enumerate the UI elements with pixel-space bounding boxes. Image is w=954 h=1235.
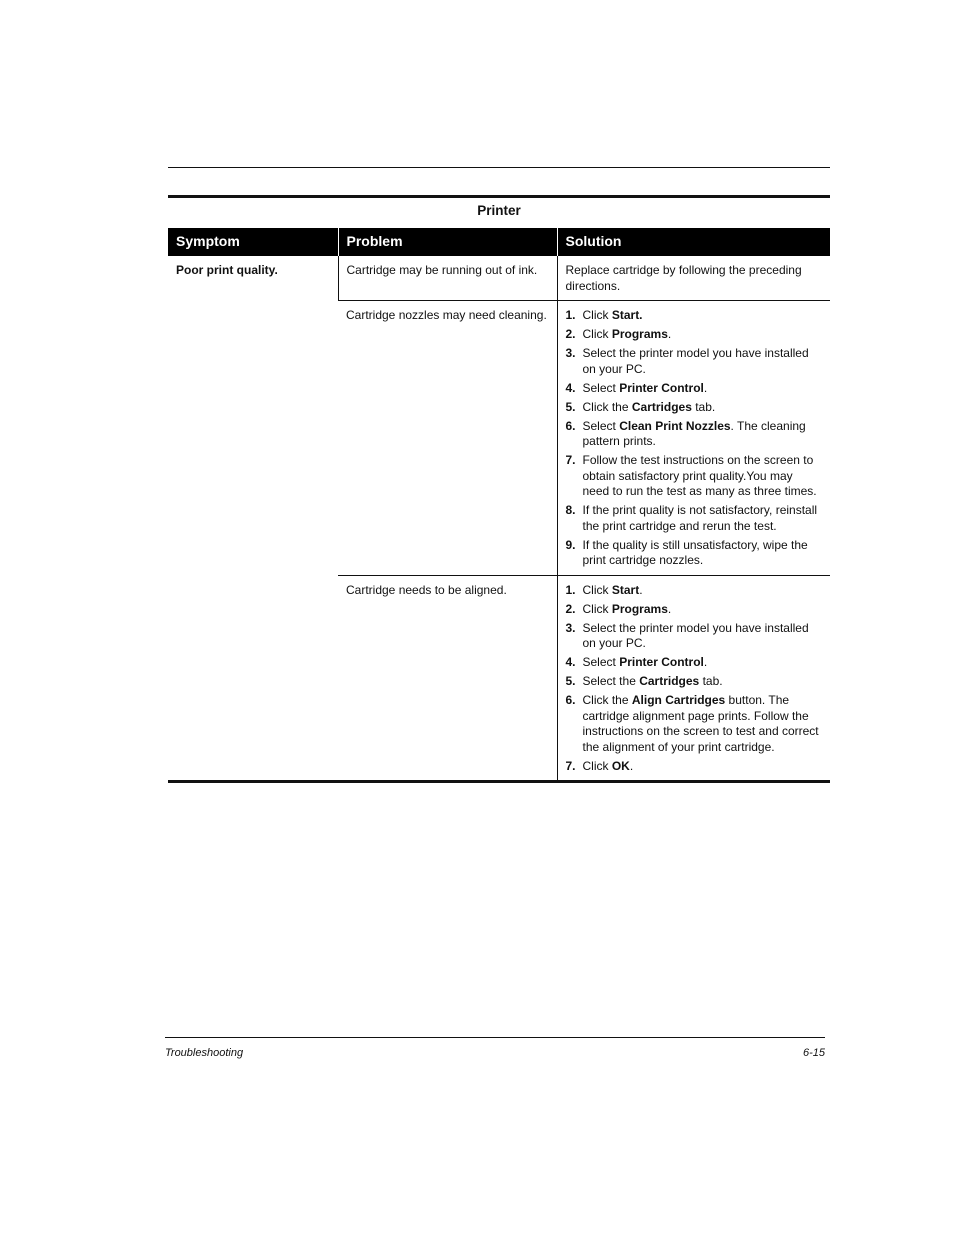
step-number: 8. xyxy=(565,503,576,517)
step-number: 2. xyxy=(565,327,576,341)
step-text-plain: Follow the test instructions on the screen to obtain satisfactory print quality.You may need to run the test as many as three times. xyxy=(582,453,817,498)
solution-cell: Replace cartridge by following the preceding directions. xyxy=(557,256,830,301)
step-number: 7. xyxy=(565,453,576,467)
solution-cell xyxy=(557,575,830,780)
step-number: 9. xyxy=(565,537,576,552)
solution-cell xyxy=(557,301,830,576)
step-text-plain: Click xyxy=(582,327,612,341)
step-text-plain: If the print quality is not satisfactory, reinstall the print cartridge and rerun the test. xyxy=(582,503,818,533)
solution-step xyxy=(566,583,823,599)
step-text-plain: button. The cartridge alignment page prints. Follow the instructions on the screen to test and correct the alignment of your print cartridge. xyxy=(582,693,819,754)
step-text-plain: Select xyxy=(582,380,620,395)
step-number: 3. xyxy=(565,620,576,635)
step-text xyxy=(583,621,823,652)
step-text-plain: Click xyxy=(582,758,612,773)
step-text-plain: . xyxy=(667,601,672,616)
solution-step xyxy=(566,621,823,652)
step-text xyxy=(583,759,823,775)
step-text-plain: Select xyxy=(582,655,620,669)
step-text xyxy=(583,602,823,618)
step-number: 4. xyxy=(565,655,576,669)
solution-header: Solution xyxy=(557,228,830,256)
table-title: Printer xyxy=(477,203,521,218)
step-text-plain: Click the xyxy=(582,399,632,414)
step-number: 2. xyxy=(565,601,576,616)
step-text-bold: Cartridges xyxy=(639,674,700,688)
footer-rule xyxy=(165,1037,825,1038)
step-text-plain: Click xyxy=(582,601,612,616)
solution-step xyxy=(566,419,823,450)
step-text-plain: Select the xyxy=(582,674,640,688)
step-text-plain: If the quality is still unsatisfactory, wipe the print cartridge nozzles. xyxy=(582,537,808,567)
solution-step xyxy=(566,346,823,377)
step-text-plain: Select the printer model you have installed on your PC. xyxy=(582,620,809,650)
step-text-plain: Click xyxy=(582,308,612,322)
step-number: 3. xyxy=(565,346,576,360)
footer-page-number: 6-15 xyxy=(802,1047,825,1059)
step-text-bold: Align Cartridges xyxy=(631,693,726,707)
step-text xyxy=(583,308,823,324)
step-text-plain: Click the xyxy=(582,693,632,707)
step-number: 7. xyxy=(565,758,576,773)
header-row xyxy=(168,228,830,256)
problem-cell: Cartridge may be running out of ink. xyxy=(338,256,557,301)
step-text xyxy=(583,453,823,500)
table-row xyxy=(168,256,830,301)
step-text-bold: Start. xyxy=(611,308,643,322)
step-number: 1. xyxy=(565,308,576,322)
solution-step xyxy=(566,381,823,397)
printer-table xyxy=(168,195,830,783)
solution-step xyxy=(566,308,823,324)
step-text xyxy=(583,538,823,569)
solution-step xyxy=(566,655,823,671)
step-text-plain: . xyxy=(703,655,708,669)
step-text-bold: Clean Print Nozzles xyxy=(619,418,731,433)
solution-step xyxy=(566,674,823,690)
step-text-bold: Programs xyxy=(611,601,668,616)
solution-step xyxy=(566,327,823,343)
solution-step xyxy=(566,759,823,775)
step-text-plain: . xyxy=(703,380,708,395)
step-text xyxy=(583,419,823,450)
step-text-plain: tab. xyxy=(699,674,723,688)
step-text-bold: Printer Control xyxy=(619,380,704,395)
solution-step xyxy=(566,453,823,500)
step-text xyxy=(583,693,823,755)
solution-steps-list xyxy=(566,308,823,569)
step-number: 1. xyxy=(565,582,576,597)
step-number: 6. xyxy=(565,418,576,433)
step-text-plain: . xyxy=(667,327,672,341)
step-text-bold: Printer Control xyxy=(619,655,704,669)
solution-steps-list xyxy=(566,583,823,775)
solution-step xyxy=(566,503,823,534)
troubleshooting-table xyxy=(168,228,830,780)
step-text xyxy=(583,674,823,690)
step-number: 6. xyxy=(565,693,576,707)
solution-step xyxy=(566,400,823,416)
step-text xyxy=(583,583,823,599)
step-text-bold: Cartridges xyxy=(631,399,692,414)
problem-cell: Cartridge nozzles may need cleaning. xyxy=(338,301,557,576)
step-number: 5. xyxy=(565,674,576,688)
problem-header: Problem xyxy=(338,228,557,256)
step-text xyxy=(583,400,823,416)
step-text xyxy=(583,655,823,671)
solution-step xyxy=(566,538,823,569)
symptom-header: Symptom xyxy=(168,228,338,256)
step-text-plain: . The cleaning pattern prints. xyxy=(582,418,806,448)
step-text xyxy=(583,327,823,343)
step-text-plain: . xyxy=(639,582,643,597)
step-text-plain: tab. xyxy=(691,399,716,414)
footer-section-name: Troubleshooting xyxy=(165,1047,244,1059)
step-text-plain: Select xyxy=(582,418,620,433)
step-text xyxy=(583,346,823,377)
header-rule xyxy=(168,167,830,168)
step-number: 5. xyxy=(565,399,576,414)
symptom-cell: Poor print quality. xyxy=(176,263,278,277)
step-text xyxy=(583,381,823,397)
step-number: 4. xyxy=(565,380,576,395)
solution-step xyxy=(566,602,823,618)
problem-cell: Cartridge needs to be aligned. xyxy=(338,575,557,780)
step-text-bold: Start xyxy=(611,582,640,597)
step-text-bold: OK xyxy=(611,758,630,773)
step-text-bold: Programs xyxy=(611,327,668,341)
step-text-plain: Click xyxy=(582,582,612,597)
step-text xyxy=(583,503,823,534)
step-text-plain: . xyxy=(629,758,634,773)
solution-step xyxy=(566,693,823,755)
step-text-plain: Select the printer model you have installed on your PC. xyxy=(582,346,809,376)
